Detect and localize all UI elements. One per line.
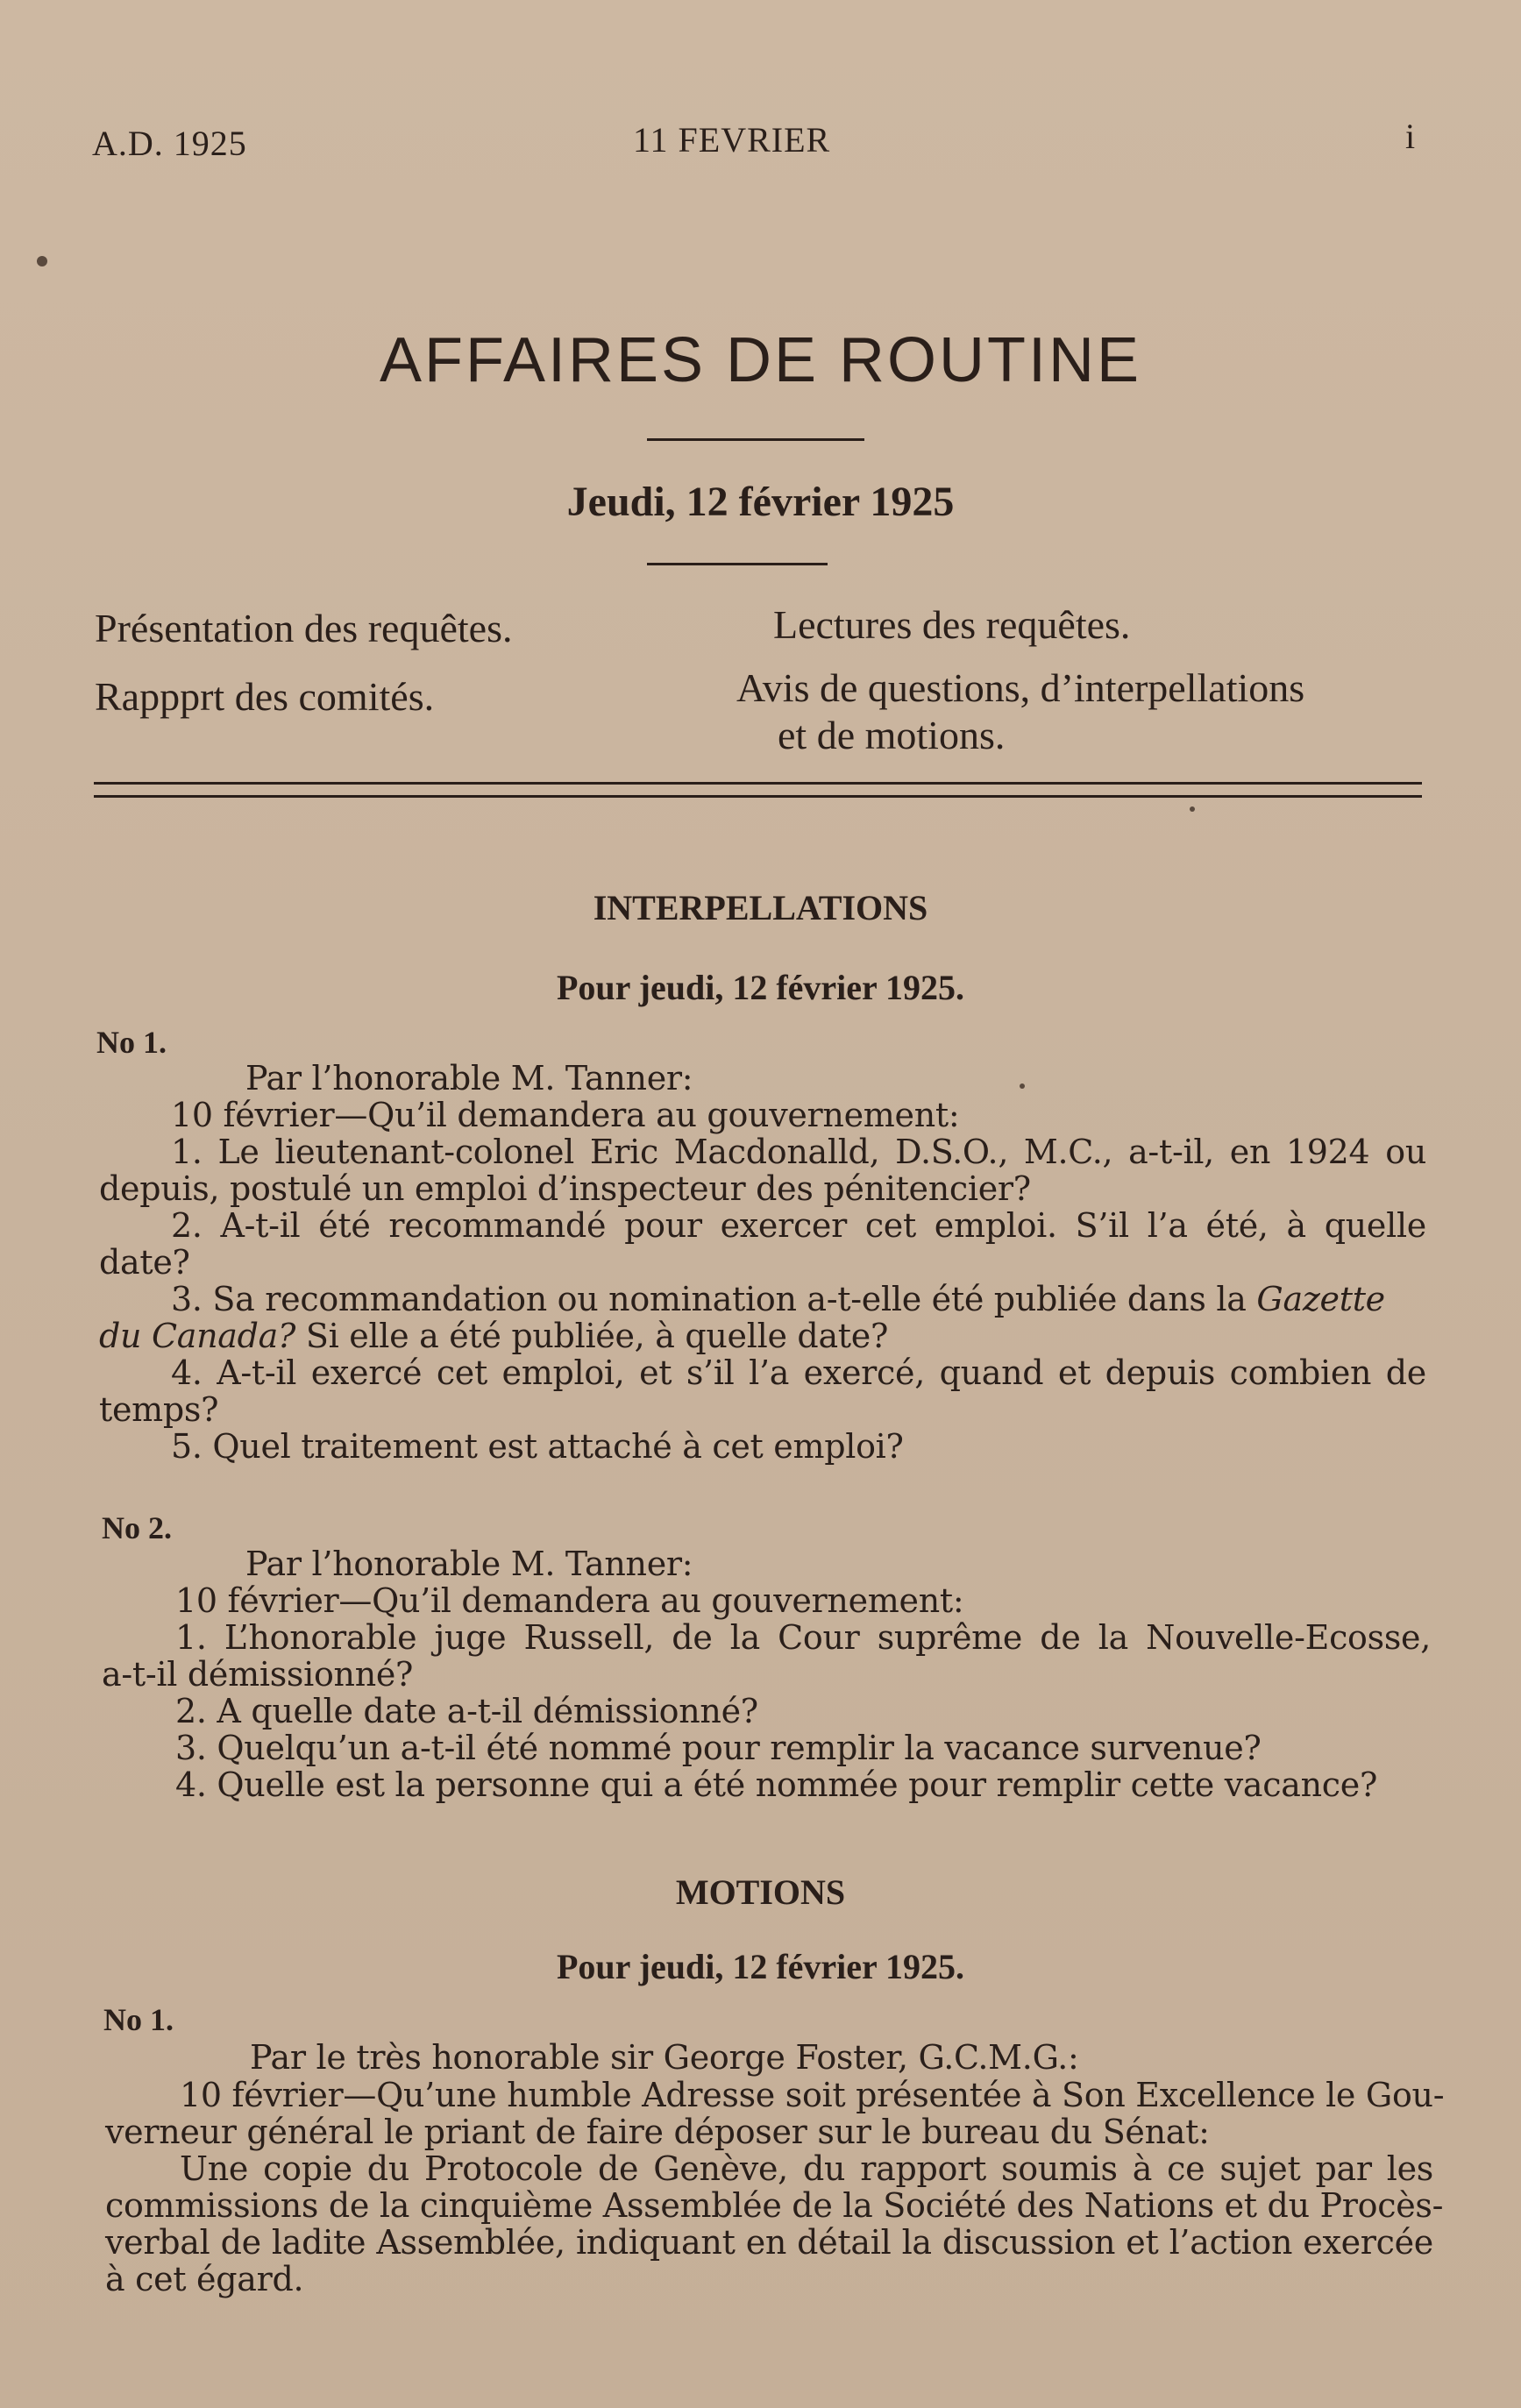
paper-speck (1190, 806, 1195, 812)
order-item-avis-cont: et de motions. (778, 713, 1006, 757)
motion-line: commissions de la cinquième Assemblée de la Société des Nations et du Procès- (105, 2186, 1444, 2225)
order-item-avis: Avis de questions, d’interpellations (736, 665, 1305, 710)
interpellation-number: No 2. (102, 1510, 172, 1545)
interpellation-line: date? (99, 1243, 190, 1282)
interpellations-subheading: Pour jeudi, 12 février 1925. (556, 968, 965, 1007)
date-rule (647, 563, 828, 565)
interpellation-line: 1. Le lieutenant-colonel Eric Macdonalld, D.S.O., M.C., a-t-il, en 1924 ou (171, 1133, 1426, 1171)
title-rule (647, 438, 864, 441)
paper-speck (1020, 1083, 1025, 1089)
interpellation-line: temps? (99, 1390, 219, 1429)
interpellation-line: 4. A-t-il exercé cet emploi, et s’il l’a exercé, quand et depuis combien de (171, 1353, 1426, 1392)
interpellation-line: Par l’honorable M. Tanner: (245, 1059, 693, 1097)
motion-line: verneur général le priant de faire déposer sur le bureau du Sénat: (105, 2113, 1210, 2151)
motion-line: Une copie du Protocole de Genève, du rapport soumis à ce sujet par les (180, 2149, 1433, 2188)
motion-line: 10 février—Qu’une humble Adresse soit présentée à Son Excellence le Gou- (180, 2076, 1445, 2114)
interpellation-line: 2. A quelle date a-t-il démissionné? (175, 1692, 758, 1730)
motion-line: verbal de ladite Assemblée, indiquant en détail la discussion et l’action exercée (105, 2223, 1433, 2262)
interpellation-line: 3. Quelqu’un a-t-il été nommé pour remplir la vacance survenue? (175, 1729, 1262, 1767)
interpellation-line: 10 février—Qu’il demandera au gouvernement: (175, 1581, 964, 1620)
gazette-title: Gazette (1256, 1280, 1385, 1318)
interpellation-line: a-t-il démissionné? (102, 1655, 414, 1694)
header-year: A.D. 1925 (92, 124, 247, 163)
order-item-presentation: Présentation des requêtes. (95, 606, 513, 650)
interpellation-line: 5. Quel traitement est attaché à cet emploi? (171, 1427, 904, 1466)
interpellation-line: du Canada? Si elle a été publiée, à quelle date? (99, 1317, 889, 1355)
interpellation-line: depuis, postulé un emploi d’inspecteur des pénitencier? (99, 1169, 1031, 1208)
motions-subheading: Pour jeudi, 12 février 1925. (556, 1947, 965, 1986)
paper-speck (37, 256, 47, 266)
gazette-title-cont: du Canada? (99, 1317, 296, 1355)
section-double-rule (94, 782, 1422, 798)
page-title: AFFAIRES DE ROUTINE (379, 325, 1142, 395)
interpellation-line: 4. Quelle est la personne qui a été nommée pour remplir cette vacance? (175, 1765, 1378, 1804)
sitting-date: Jeudi, 12 février 1925 (566, 479, 955, 525)
header-page-number: i (1405, 117, 1417, 156)
interpellation-line: 2. A-t-il été recommandé pour exercer cet emploi. S’il l’a été, à quelle (171, 1206, 1426, 1245)
interpellation-number: No 1. (96, 1025, 167, 1060)
interpellation-line: 3. Sa recommandation ou nomination a-t-elle été publiée dans la Gazette (171, 1280, 1385, 1318)
motion-line: Par le très honorable sir George Foster, G.C.M.G.: (250, 2038, 1079, 2077)
header-date: 11 FEVRIER (633, 120, 831, 160)
motion-number: No 1. (103, 2002, 174, 2037)
interpellation-line: 10 février—Qu’il demandera au gouvernement: (171, 1096, 960, 1134)
interpellation-line: 1. L’honorable juge Russell, de la Cour suprême de la Nouvelle-Ecosse, (175, 1618, 1431, 1657)
interpellation-line: Par l’honorable M. Tanner: (245, 1545, 693, 1583)
motions-heading: MOTIONS (675, 1872, 846, 1912)
interpellations-heading: INTERPELLATIONS (593, 888, 928, 927)
motion-line: à cet égard. (105, 2260, 304, 2298)
order-item-lectures: Lectures des requêtes. (773, 602, 1131, 647)
order-item-rapport: Rappprt des comités. (95, 674, 435, 719)
